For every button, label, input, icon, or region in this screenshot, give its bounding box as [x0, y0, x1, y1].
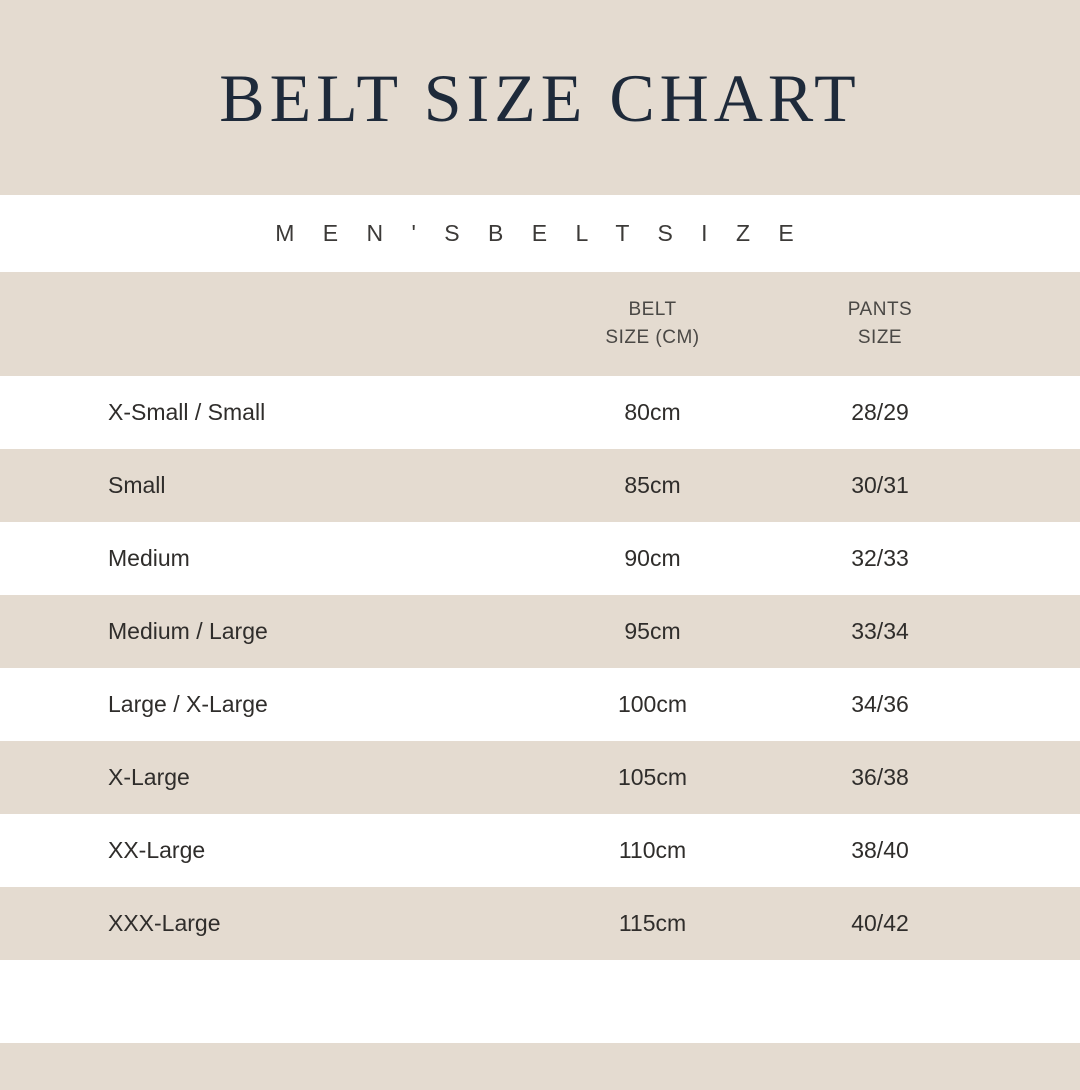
cell-belt: 115cm: [618, 910, 687, 936]
table-header-row: [0, 272, 1080, 376]
cell-size: Large / X-Large: [108, 691, 268, 717]
cell-size: X-Small / Small: [108, 399, 266, 425]
header-cell-belt-size: [540, 296, 765, 351]
table-row: [0, 449, 1080, 522]
cell-belt: 95cm: [624, 618, 681, 644]
cell-pants: 30/31: [851, 472, 909, 498]
cell-belt: 90cm: [624, 545, 681, 571]
page-title: BELT SIZE CHART: [219, 59, 861, 136]
cell-pants: 33/34: [851, 618, 909, 644]
header-cell-pants-size-line1: PANTS: [847, 299, 913, 321]
cell-size: Medium / Large: [108, 618, 268, 644]
cell-size: Medium: [108, 545, 190, 571]
header-cell-pants-size-line2: SIZE: [857, 327, 903, 348]
table-row: [0, 741, 1080, 814]
table-row: [0, 814, 1080, 887]
cell-size: XX-Large: [108, 837, 206, 863]
cell-pants: 36/38: [851, 764, 909, 790]
table-row: [0, 376, 1080, 449]
header-cell-belt-size-line1: BELT: [628, 299, 677, 321]
cell-size: XXX-Large: [108, 910, 221, 936]
cell-pants: 38/40: [851, 837, 909, 863]
cell-belt: 80cm: [624, 399, 681, 425]
header-cell-belt-size-line2: SIZE (CM): [605, 327, 700, 348]
cell-pants: 40/42: [851, 910, 909, 936]
header-cell-pants-size: [765, 296, 995, 351]
cell-belt: 105cm: [617, 764, 688, 790]
cell-size: Small: [108, 472, 166, 498]
header-band: [0, 0, 1080, 195]
cell-belt: 85cm: [624, 472, 681, 498]
cell-pants: 34/36: [851, 691, 909, 717]
table-row: [0, 595, 1080, 668]
cell-belt: 100cm: [617, 691, 688, 717]
cell-pants: 32/33: [851, 545, 909, 571]
cell-size: X-Large: [108, 764, 190, 790]
footer-spacer: [0, 960, 1080, 1043]
footer-band: [0, 1043, 1080, 1090]
page-subtitle: M E N ' S B E L T S I Z E: [275, 220, 805, 246]
table-row: [0, 668, 1080, 741]
cell-pants: 28/29: [851, 399, 909, 425]
table-row: [0, 522, 1080, 595]
size-table: [0, 272, 1080, 960]
cell-belt: 110cm: [618, 837, 687, 863]
subtitle-band: [0, 195, 1080, 272]
table-row: [0, 887, 1080, 960]
